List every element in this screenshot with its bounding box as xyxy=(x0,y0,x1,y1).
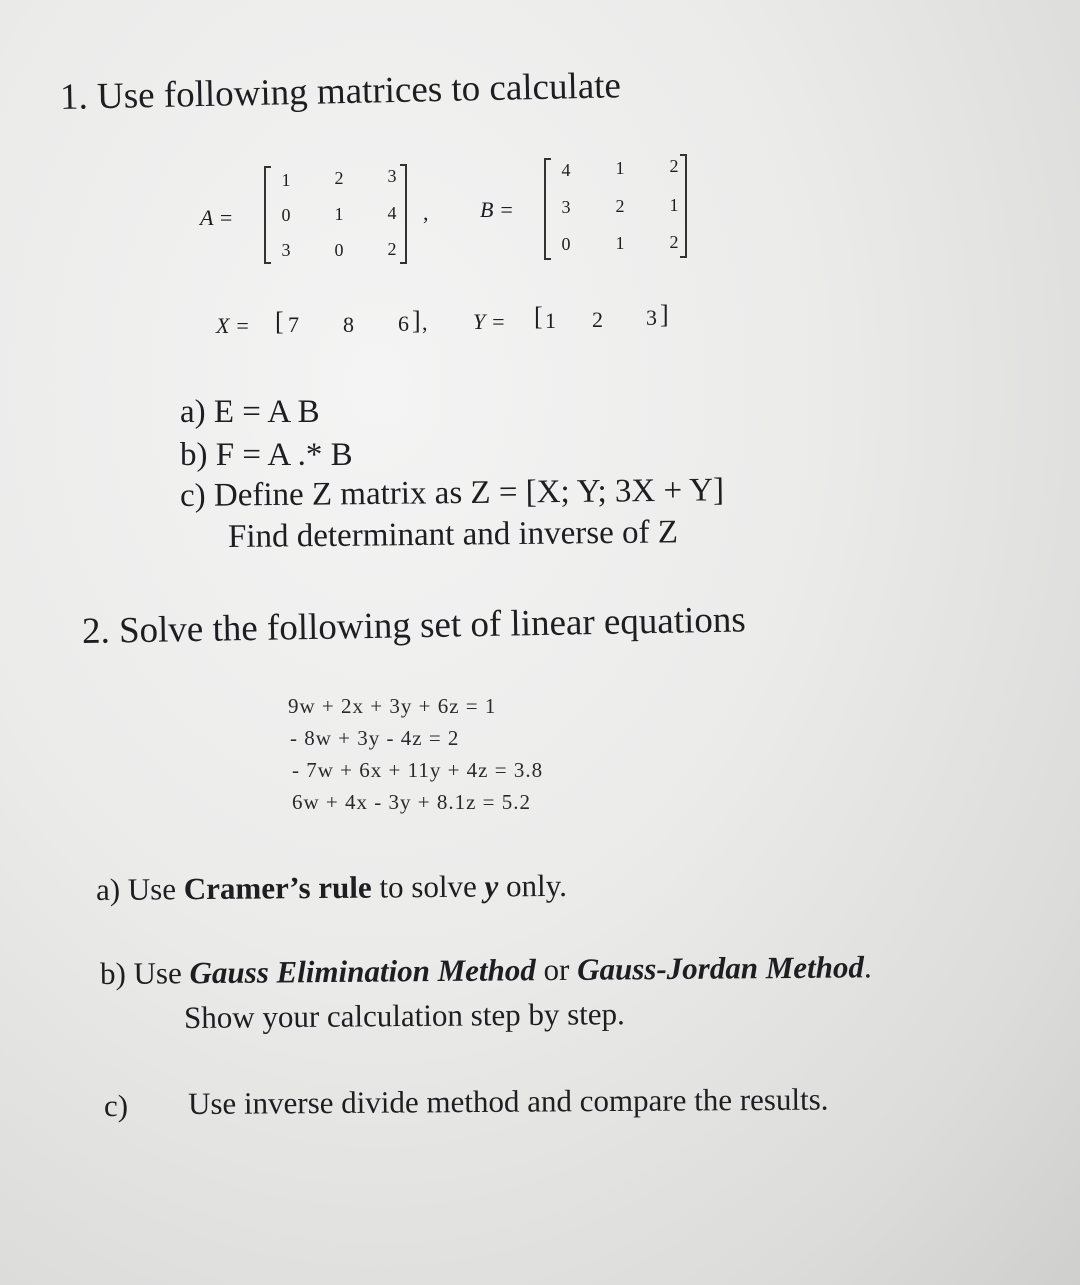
q1-item-c-line2: Find determinant and inverse of Z xyxy=(227,514,679,555)
vector-x-open-bracket: [ xyxy=(275,307,284,336)
matrix-b-left-bracket xyxy=(544,158,551,260)
matrix-b-cell: 1 xyxy=(615,158,625,178)
matrix-b-cell: 1 xyxy=(669,195,679,215)
vector-y-value: 1 xyxy=(545,308,556,333)
vector-x-value: 6 xyxy=(398,311,409,336)
q2-part-b-prefix: b) Use xyxy=(99,955,190,991)
matrix-a-cell: 3 xyxy=(387,166,397,186)
matrix-a-cell: 4 xyxy=(387,203,397,223)
equation-line: 6w + 4x - 3y + 8.1z = 5.2 xyxy=(292,790,532,814)
vector-x-close-bracket: ] xyxy=(412,306,421,335)
question-2-title: 2. Solve the following set of linear equations xyxy=(81,599,747,652)
equation-line: 9w + 2x + 3y + 6z = 1 xyxy=(288,694,497,718)
matrix-a-cell: 2 xyxy=(387,239,397,259)
matrix-a-cell: 3 xyxy=(281,240,291,260)
equation-line: - 7w + 6x + 11y + 4z = 3.8 xyxy=(292,758,544,782)
q2-part-a-prefix: a) Use xyxy=(95,871,184,907)
q2-part-b-line2: Show your calculation step by step. xyxy=(183,996,625,1035)
q2-part-a xyxy=(96,868,567,908)
matrix-b-cell: 2 xyxy=(669,156,679,176)
equation-line: - 8w + 3y - 4z = 2 xyxy=(290,726,460,750)
matrix-b-cell: 0 xyxy=(561,234,571,254)
vector-y-label: Y = xyxy=(473,309,506,334)
q1-item-a: a) E = A B xyxy=(180,394,320,430)
matrix-a-cell: 2 xyxy=(334,168,344,188)
q2-part-c-text: Use inverse divide method and compare the results. xyxy=(187,1081,829,1121)
vector-y-value: 2 xyxy=(592,307,603,332)
q2-part-a-mid: to solve xyxy=(371,868,485,905)
matrix-b-cell: 2 xyxy=(615,196,625,216)
matrix-a-cell: 0 xyxy=(281,205,291,225)
matrix-a-left-bracket xyxy=(264,166,271,264)
vector-y-value: 3 xyxy=(646,305,657,330)
question-1-title: 1. Use following matrices to calculate xyxy=(59,65,622,118)
q2-part-a-var: y xyxy=(484,868,499,904)
q2-part-b-or: or xyxy=(535,951,578,988)
matrix-b-cell: 1 xyxy=(615,233,625,253)
q1-item-b: b) F = A .* B xyxy=(180,437,353,473)
q2-part-a-bold: Cramer’s rule xyxy=(183,869,372,907)
q1-item-c: c) Define Z matrix as Z = [X; Y; 3X + Y] xyxy=(179,472,725,514)
q2-part-a-suffix: only. xyxy=(498,867,568,904)
matrix-b-label: B = xyxy=(480,197,514,222)
vector-y-open-bracket: [ xyxy=(534,302,543,331)
q2-part-b-suffix: . xyxy=(863,949,872,985)
vector-x-value: 8 xyxy=(343,312,354,337)
vector-y-close-bracket: ] xyxy=(660,300,669,329)
matrix-a-comma: , xyxy=(423,200,429,225)
q2-part-b xyxy=(100,949,872,992)
matrix-a-label: A = xyxy=(200,205,234,230)
matrix-b-cell: 4 xyxy=(561,160,571,180)
q2-part-b-method1: Gauss Elimination Method xyxy=(189,952,536,991)
matrix-a-cell: 1 xyxy=(281,170,291,190)
matrix-a-cell: 0 xyxy=(334,240,344,260)
vector-x-value: 7 xyxy=(288,312,299,337)
matrix-b-cell: 2 xyxy=(669,232,679,252)
matrix-a-cell: 1 xyxy=(334,204,344,224)
matrix-b-cell: 3 xyxy=(561,197,571,217)
q2-part-b-method2: Gauss-Jordan Method xyxy=(576,949,865,987)
vector-x-comma: , xyxy=(422,310,428,335)
vector-x-label: X = xyxy=(216,313,250,338)
q2-part-c-label: c) xyxy=(104,1088,129,1123)
